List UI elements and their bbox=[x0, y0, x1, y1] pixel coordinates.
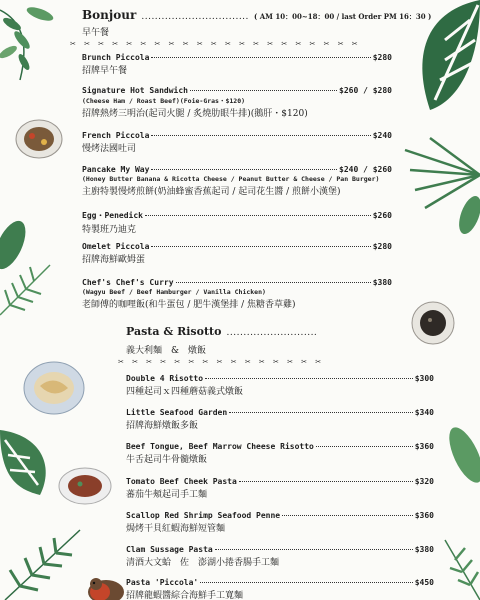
item-chinese-name: 老師傅的咖哩飯(和牛蛋包 / 肥牛漢堡排 / 焦糖香草雞) bbox=[82, 300, 296, 310]
item-name: Egg・Penedick bbox=[82, 211, 143, 220]
item-price: $240 bbox=[372, 131, 392, 140]
leaf-right-lower-decoration bbox=[440, 420, 480, 490]
item-chinese-name: 慢烤法國吐司 bbox=[82, 144, 137, 154]
item-chinese-name: 焗烤干貝紅蝦海鮮短管麵 bbox=[126, 524, 226, 534]
food-plate-illustration-4 bbox=[58, 466, 112, 506]
monstera-leaf-left-decoration bbox=[0, 420, 55, 500]
food-plate-illustration-1 bbox=[14, 118, 64, 160]
menu-item bbox=[82, 210, 392, 235]
item-price: $240 / $260 bbox=[339, 165, 392, 174]
item-price: $260 bbox=[372, 211, 392, 220]
section-title: Bonjour bbox=[82, 8, 137, 22]
menu-item bbox=[82, 165, 392, 197]
section-subtitle: 義大利麵 & 燉飯 bbox=[126, 346, 207, 356]
item-name: Tomato Beef Cheek Pasta bbox=[126, 477, 237, 486]
item-price: $280 bbox=[372, 53, 392, 62]
brunch-section-header bbox=[82, 4, 480, 38]
section-title: Pasta & Risotto bbox=[126, 325, 222, 338]
item-price: $320 bbox=[414, 477, 434, 486]
item-price: $340 bbox=[414, 408, 434, 417]
fern-bottom-right-decoration bbox=[430, 530, 480, 600]
item-chinese-name: 招牌海鮮歐姆蛋 bbox=[82, 255, 146, 265]
title-leader-dots: ................................ bbox=[141, 12, 249, 22]
menu-item bbox=[126, 374, 434, 397]
item-name: Pasta 'Piccola' bbox=[126, 578, 199, 587]
pasta-divider: ✂ ✂ ✂ ✂ ✂ ✂ ✂ ✂ ✂ ✂ ✂ ✂ ✂ ✂ ✂ bbox=[118, 358, 325, 366]
item-price: $280 bbox=[372, 242, 392, 251]
item-name: Clam Sussage Pasta bbox=[126, 545, 213, 554]
item-name: French Piccola bbox=[82, 131, 150, 140]
menu-item bbox=[126, 511, 434, 534]
item-name: Beef Tongue, Beef Marrow Cheese Risotto bbox=[126, 442, 314, 451]
item-name: Chef's Chef's Curry bbox=[82, 278, 174, 287]
item-chinese-name: 招牌早午餐 bbox=[82, 66, 128, 76]
item-chinese-name: 清酒大文蛤 佐 澎湖小捲香腸手工麵 bbox=[126, 558, 280, 568]
item-note: (Wagyu Beef / Beef Hamburger / Vanilla Chicken) bbox=[82, 288, 266, 296]
menu-item bbox=[126, 477, 434, 500]
item-chinese-name: 主廚特製慢烤煎餅(奶油蜂蜜香蕉起司 / 起司花生醬 / 煎餅小漢堡) bbox=[82, 187, 341, 197]
item-note: (Cheese Ham / Roast Beef)(Foie-Gras・$120) bbox=[82, 97, 246, 105]
menu-item bbox=[126, 545, 434, 568]
item-name: Little Seafood Garden bbox=[126, 408, 228, 417]
fern-left-decoration bbox=[0, 255, 60, 325]
menu-item bbox=[82, 86, 392, 119]
item-price: $450 bbox=[414, 578, 434, 587]
menu-item bbox=[82, 131, 392, 154]
menu-item bbox=[126, 442, 434, 465]
menu-item bbox=[126, 578, 434, 600]
item-name: Pancake My Way bbox=[82, 165, 150, 174]
item-chinese-name: 四種起司ｘ四種蘑菇義式燉飯 bbox=[126, 387, 244, 397]
leaf-top-left-decoration bbox=[0, 0, 70, 90]
title-leader-dots: ........................... bbox=[226, 328, 318, 338]
item-chinese-name: 蕃茄牛頰起司手工麵 bbox=[126, 490, 208, 500]
leaf-right-small-decoration bbox=[450, 190, 480, 240]
item-price: $300 bbox=[414, 374, 434, 383]
item-chinese-name: 特製班乃迪克 bbox=[82, 225, 137, 235]
item-price: $260 / $280 bbox=[339, 86, 392, 95]
item-price: $360 bbox=[414, 511, 434, 520]
food-plate-illustration-3 bbox=[22, 360, 86, 416]
item-name: Omelet Piccola bbox=[82, 242, 150, 251]
item-name: Double 4 Risotto bbox=[126, 374, 204, 383]
item-chinese-name: 牛舌起司牛骨髓燉飯 bbox=[126, 455, 208, 465]
menu-item bbox=[126, 408, 434, 431]
item-chinese-name: 招牌熱烤三明治(起司火腿 / 炙燒肋眼牛排)(鵝肝・$120) bbox=[82, 109, 308, 119]
opening-hours: ( AM 10：00~18：00 / last Order PM 16：30 ) bbox=[254, 12, 432, 21]
menu-item bbox=[82, 278, 392, 310]
item-name: Scallop Red Shrimp Seafood Penne bbox=[126, 511, 281, 520]
item-price: $380 bbox=[414, 545, 434, 554]
item-price: $360 bbox=[414, 442, 434, 451]
menu-item bbox=[82, 242, 392, 265]
item-name: Brunch Piccola bbox=[82, 53, 150, 62]
item-chinese-name: 招牌龍蝦醬綜合海鮮手工寬麵 bbox=[126, 591, 244, 600]
item-price: $380 bbox=[372, 278, 392, 287]
brunch-divider: ✂ ✂ ✂ ✂ ✂ ✂ ✂ ✂ ✂ ✂ ✂ ✂ ✂ ✂ ✂ ✂ ✂ ✂ ✂ ✂ ✂ bbox=[70, 40, 361, 48]
robin-bird-illustration bbox=[84, 572, 128, 600]
pasta-section-header bbox=[126, 320, 436, 356]
item-chinese-name: 招牌海鮮燉飯多飯 bbox=[126, 421, 199, 431]
menu-item bbox=[82, 53, 392, 76]
item-name: Signature Hot Sandwich bbox=[82, 86, 188, 95]
section-subtitle: 早午餐 bbox=[82, 28, 110, 38]
item-note: (Honey Butter Banana & Ricotta Cheese / Peanut Butter & Cheese / Pan Burger) bbox=[82, 175, 380, 183]
